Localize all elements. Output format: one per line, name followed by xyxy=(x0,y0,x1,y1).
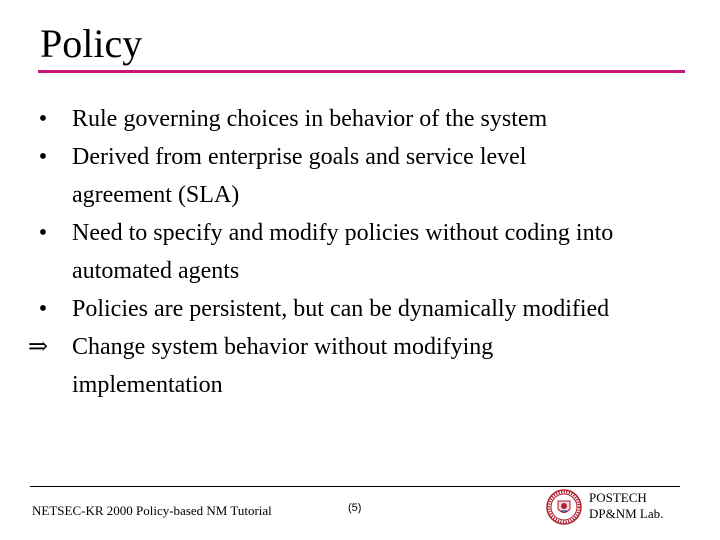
bullet-item xyxy=(28,214,708,290)
bullet-item xyxy=(28,290,708,328)
bullet-text-continuation: automated agents xyxy=(72,258,240,284)
conclusion-text-continuation: implementation xyxy=(72,372,223,398)
bullet-item xyxy=(28,100,708,138)
bullet-text: Rule governing choices in behavior of the system xyxy=(72,106,548,132)
footer-organization xyxy=(589,490,663,522)
bullet-text: Need to specify and modify policies without coding into xyxy=(72,220,614,246)
conclusion-text: Change system behavior without modifying xyxy=(72,334,494,360)
footer-divider xyxy=(30,486,680,487)
title-underline xyxy=(38,70,685,73)
footer-course-title: NETSEC-KR 2000 Policy-based NM Tutorial xyxy=(32,503,272,518)
bullet-marker: • xyxy=(38,220,48,246)
org-name: POSTECH xyxy=(589,490,647,505)
bullet-marker: • xyxy=(38,296,48,322)
conclusion-item xyxy=(28,328,708,404)
bullet-text: Derived from enterprise goals and service level xyxy=(72,144,527,170)
implies-arrow-icon: ⇒ xyxy=(28,334,49,360)
bullet-marker: • xyxy=(38,106,48,132)
bullet-text-continuation: agreement (SLA) xyxy=(72,182,240,208)
page-number: (5) xyxy=(348,502,362,514)
postech-seal-logo xyxy=(546,489,582,525)
slide-title: Policy xyxy=(40,21,143,66)
lab-name: DP&NM Lab. xyxy=(589,506,664,521)
bullet-text: Policies are persistent, but can be dynamically modified xyxy=(72,296,610,322)
bullet-list xyxy=(28,100,708,404)
bullet-marker: • xyxy=(38,144,48,170)
bullet-item xyxy=(28,138,708,214)
